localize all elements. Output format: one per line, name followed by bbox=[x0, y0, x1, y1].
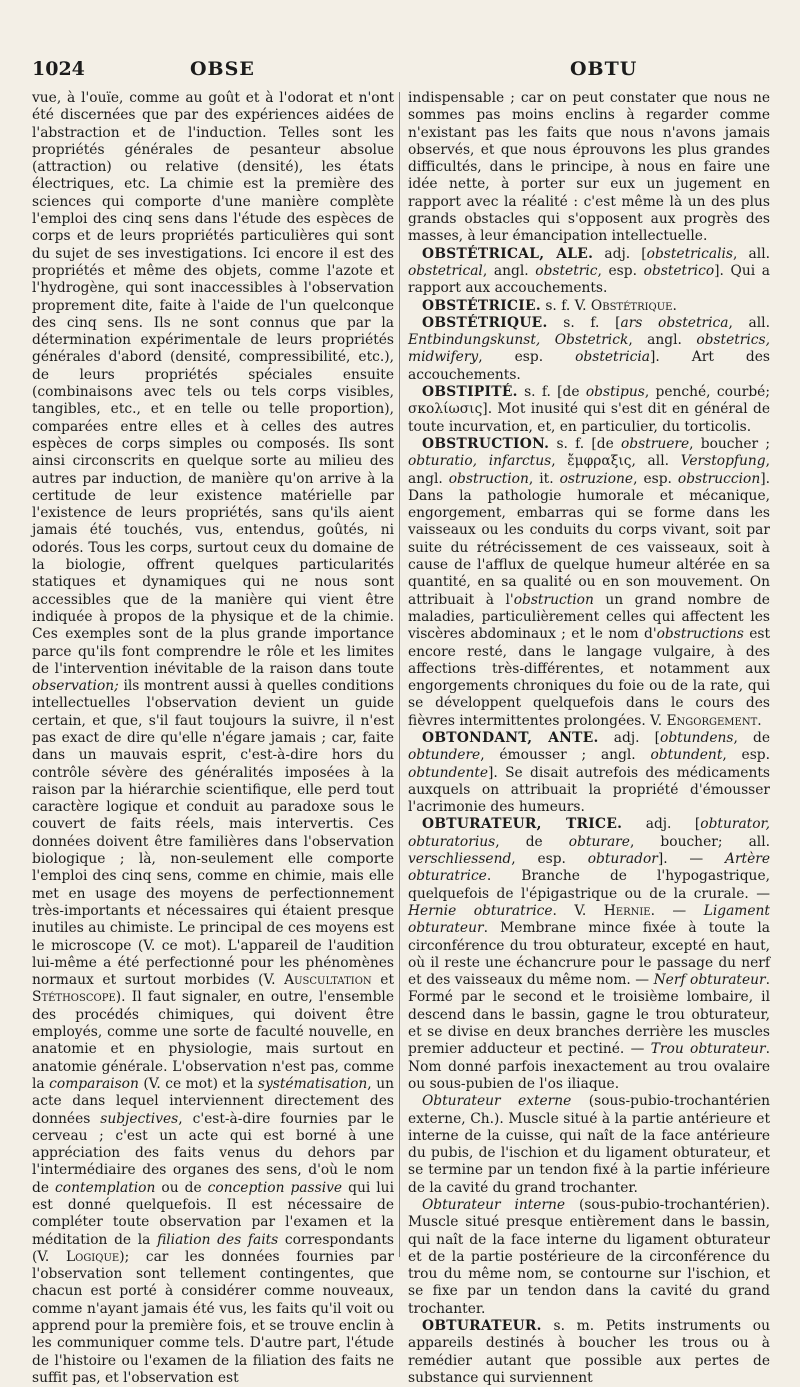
continuation-paragraph: indispensable ; car on peut constater que nous ne sommes pas moins enclins à regarder comme n'existant pas les faits que nous n'avons jamais observés, et que nous éprouvons les plus grandes difficultés, dans le principe, à nous en faire une idée nette, à porter sur eux un jugement en rapport avec la réalité : c'est même là un des plus grands obstacles qui s'opposent aux progrès des masses, à leur émancipation intellectuelle. bbox=[408, 90, 770, 245]
right-column bbox=[408, 90, 771, 1386]
entry-obturateur-noun: OBTURATEUR. s. m. Petits instruments ou appareils destinés à boucher les trous ou à remédier autant que possible aux pertes de substance qui surviennent bbox=[408, 1318, 770, 1386]
page-header bbox=[30, 58, 770, 84]
subentry-obturateur-interne: Obturateur interne (sous-pubio-trochantérien). Muscle situé presque entièrement dans le bassin, qui naît de la face interne du ligament obturateur et de la partie postérieure de la circonférence du trou du même nom, se contourne sur l'ischion, et se fixe par un tendon dans la cavité du grand trochanter. bbox=[408, 1197, 771, 1317]
left-column bbox=[32, 90, 394, 1386]
entry-obstetrique: OBSTÉTRIQUE. s. f. [ars obstetrica, all. Entbindungskunst, Obstetrick, angl. obstetrics, midwifery, esp. obstetricia]. Art des accouchements. bbox=[408, 314, 771, 383]
column-divider bbox=[399, 92, 400, 1257]
subentry-obturateur-externe: Obturateur externe (sous-pubio-trochantérien externe, Ch.). Muscle situé à la partie antérieure et interne de la cuisse, qui naît de la face antérieure du pubis, de l'ischion et du ligament obturateur, et se termine par un tendon fixé à la partie inférieure de la cavité du grand trochanter. bbox=[408, 1093, 770, 1196]
entry-obturateur-adj: OBTURATEUR, TRICE. adj. [obturator, obturatorius, de obturare, boucher; all. verschliessend, esp. obturador]. — Artère obturatrice. Branche de l'hypogastrique, quelquefois de l'épigastrique ou de la crurale. — Hernie obturatrice. V. Hernie. — Ligament obturateur. Membrane mince fixée à toute la circonférence du trou obturateur, excepté en haut, où il reste une échancrure pour le passage du nerf et des vaisseaux du même nom. — Nerf obturateur. Formé par le second et le troisième lombaire, il descend dans le bassin, gagne le trou obturateur, et se divise en deux branches derrière les muscles premier adducteur et pectiné. — Trou obturateur. Nom donné parfois inexactement au trou ovalaire ou sous-pubien de l'os iliaque. bbox=[408, 816, 771, 1092]
entry-obstruction: OBSTRUCTION. s. f. [de obstruere, boucher ; obturatio, infarctus, ἔμφραξις, all. Verstopfung, angl. obstruction, it. ostruzione, esp. obstruccion]. Dans la pathologie humorale et mécanique, engorgement, embarras qui se forme dans les vaisseaux ou les conduits du corps vivant, soit par suite du rétrécissement de ces vaisseaux, soit à cause de l'afflux de quelque humeur altérée en sa quantité, en sa qualité ou en son mouvement. On attribuait à l'obstruction un grand nombre de maladies, particulièrement celles qui affectent les viscères abdominaux ; et le nom d'obstructions est encore resté, dans le langage vulgaire, à des affections très-différentes, et notamment aux engorgements chroniques du foie ou de la rate, qui se développent quelquefois dans le cours des fièvres intermittentes prolongées. V. Engorgement. bbox=[408, 435, 771, 729]
entry-obstetricie: OBSTÉTRICIE. s. f. V. Obstétrique. bbox=[422, 297, 677, 314]
entry-obtondant: OBTONDANT, ANTE. adj. [obtundens, de obtundere, émousser ; angl. obtundent, esp. obtundente]. Se disait autrefois des médicaments auxquels on attribuait la propriété d'émousser l'acrimonie des humeurs. bbox=[408, 729, 771, 816]
left-running-head: OBSE bbox=[190, 58, 255, 80]
entry-obstipite: OBSTIPITÉ. s. f. [de obstipus, penché, courbé; σκολίωσις]. Mot inusité qui s'est dit en général de toute incurvation, et, en particulier, du torticolis. bbox=[408, 384, 770, 435]
entry-obstetrical: OBSTÉTRICAL, ALE. adj. [obstetricalis, all. obstetrical, angl. obstetric, esp. obstetrico]. Qui a rapport aux accouchements. bbox=[408, 245, 770, 297]
right-running-head: OBTU bbox=[570, 58, 638, 80]
observe-entry-continuation: vue, à l'ouïe, comme au goût et à l'odorat et n'ont été discernées que par des expériences aidées de l'abstraction et de l'induction. Telles sont les propriétés générales de pesanteur absolue (attraction) ou relative (densité), les états électriques, etc. La chimie est la première des sciences qui comporte d'une manière complète l'emploi des cinq sens dans l'étude des espèces de corps et de leurs propriétés particulières qui sont du sujet de ses investigations. Ici encore il est des propriétés et même des objets, comme l'azote et l'hydrogène, qui sont inaccessibles à l'observation proprement dite, faite à l'aide de l'un quelconque des cinq sens. Ils ne sont connus que par la détermination expérimentale de leurs propriétés générales d'abord (densité, compressibilité, etc.), de leurs propriétés spéciales ensuite (combinaisons avec tels ou tels corps visibles, tangibles, etc., et en telle ou telle proportion), comparées entre elles et à celles des autres espèces de corps simples ou composés. Ils sont ainsi circonscrits en quelque sorte au milieu des autres par induction, de manière qu'on arrive à la certitude de leur existence matérielle par l'existence de leurs propriétés, sans qu'ils aient jamais été touchés, vus, entendus, goûtés, ni odorés. Tous les corps, surtout ceux du domaine de la biologie, offrent quelques particularités statiques et dynamiques qui ne nous sont accessibles que de la manière qui vient être indiquée à propos de la physique et de la chimie. Ces exemples sont de la plus grande importance parce qu'ils font comprendre le rôle et les limites de l'intervention inévitable de la raison dans toute observation; ils montrent aussi à quelles conditions intellectuelles l'observation devient un guide certain, et que, s'il faut toujours la suivre, il n'est pas exact de dire qu'elle n'égare jamais ; car, faite dans un mauvais esprit, c'est-à-dire hors du contrôle sévère des généralités imposées à la raison par la hiérarchie scientifique, elle perd tout caractère logique et conduit au paradoxe sous le couvert de faits réels, mais intervertis. Ces données doivent être familières dans l'observation biologique ; là, non-seulement elle comporte l'emploi des cinq sens, comme en chimie, mais elle met en usage des moyens de perfectionnement très-importants et nécessaires qui étaient presque inutiles au chimiste. Le principal de ces moyens est le microscope (V. ce mot). L'appareil de l'audition lui-même a été perfectionné pour les phénomènes normaux et surtout morbides (V. Auscultation et Stéthoscope). Il faut signaler, en outre, l'ensemble des procédés chimiques, qui doivent être employés, comme une sorte de faculté nouvelle, en anatomie et en physiologie, mais surtout en anatomie générale. L'observation n'est pas, comme la comparaison (V. ce mot) et la systématisation, un acte dans lequel interviennent directement des données subjectives, c'est-à-dire fournies par le cerveau ; c'est un acte qui est borné à une appréciation des faits venus du dehors par l'intermédiaire des organes des sens, d'où le nom de contemplation ou de conception passive qui lui est donné quelquefois. Il est nécessaire de compléter toute observation par l'examen et la méditation de la filiation des faits correspondants (V. Logique); car les données fournies par l'observation sont tellement contingentes, que chacun est porté à considérer comme nouveaux, comme n'ayant jamais été vus, les faits qu'il voit ou apprend pour la première fois, et se trouve enclin à les communiquer comme tels. D'autre part, l'étude de l'histoire ou l'examen de la filiation des faits ne suffit pas, et l'observation est bbox=[32, 90, 394, 1386]
page-number: 1024 bbox=[32, 58, 85, 80]
